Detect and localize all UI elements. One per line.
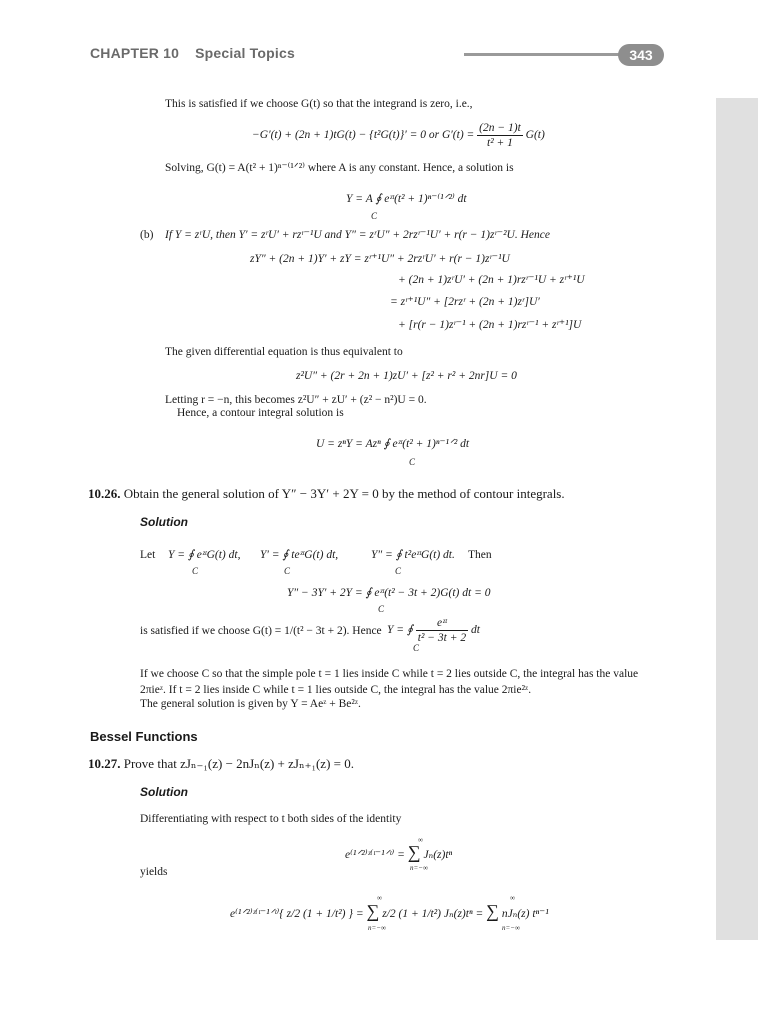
- text-word: Then: [468, 549, 492, 561]
- equation-part: e⁽¹ᐟ²⁾ᶻ⁽ᵗ⁻¹ᐟᵗ⁾ =: [345, 849, 405, 861]
- fraction: [416, 616, 468, 645]
- equation: Y″ = ∮ t²eᶻᵗG(t) dt.: [371, 549, 455, 561]
- text-line: Letting r = −n, this becomes z²U″ + zU′ + (z² − n²)U = 0.: [165, 394, 427, 406]
- equation-part: Jₙ(z)tⁿ: [423, 849, 453, 861]
- problem-10-27: [88, 756, 354, 772]
- sum-upper-limit: ∞: [510, 894, 515, 902]
- contour-label: C: [371, 211, 378, 221]
- text-line: If we choose C so that the simple pole t = 1 lies inside C while t = 2 lies outside C, the integral has the value: [140, 668, 639, 680]
- contour-label: C: [284, 566, 291, 576]
- equation: If Y = zʳU, then Y′ = zʳU′ + rzʳ⁻¹U and Y″ = zʳU″ + 2rzʳ⁻¹U′ + r(r − 1)zʳ⁻²U. Hence: [165, 229, 550, 241]
- text-line: is satisfied if we choose G(t) = 1/(t² − 3t + 2). Hence: [140, 625, 382, 637]
- text-line: Solving, G(t) = A(t² + 1)ⁿ⁻⁽¹ᐟ²⁾ where A is any constant. Hence, a solution is: [165, 162, 514, 174]
- item-label: (b): [140, 229, 154, 241]
- section-title: Special Topics: [195, 45, 295, 61]
- equation: + [r(r − 1)zʳ⁻¹ + (2n + 1)rzʳ⁻¹ + zʳ⁺¹]U: [398, 319, 582, 331]
- text-line: The given differential equation is thus equivalent to: [165, 346, 403, 358]
- page-number-badge: 343: [618, 44, 664, 66]
- equation: Y″ − 3Y′ + 2Y = ∮ eᶻᵗ(t² − 3t + 2)G(t) dt = 0: [287, 587, 491, 599]
- sum-lower-limit: n=−∞: [410, 864, 428, 872]
- text-word: Let: [140, 549, 156, 561]
- equation: [252, 121, 545, 150]
- contour-label: C: [395, 566, 402, 576]
- summation-sign: ∑: [486, 901, 499, 921]
- equation: Y = A ∮ eᶻᵗ(t² + 1)ⁿ⁻⁽¹ᐟ²⁾ dt: [346, 193, 467, 205]
- numerator: eᶻᵗ: [416, 616, 468, 631]
- text-line: Differentiating with respect to t both sides of the identity: [140, 813, 402, 825]
- problem-text: Obtain the general solution of Y″ − 3Y′ + 2Y = 0 by the method of contour integrals.: [123, 486, 565, 501]
- text-line: This is satisfied if we choose G(t) so that the integrand is zero, i.e.,: [165, 98, 473, 110]
- equation: [387, 616, 480, 645]
- solution-heading: Solution: [140, 785, 188, 799]
- equation: Y = ∮ eᶻᵗG(t) dt,: [168, 549, 241, 561]
- equation: [230, 901, 549, 921]
- equation: U = zⁿY = Azⁿ ∮ eᶻᵗ(t² + 1)ⁿ⁻¹ᐟ² dt: [316, 438, 470, 450]
- equation: [345, 842, 453, 862]
- problem-number: 10.26.: [88, 486, 121, 501]
- sum-lower-limit: n=−∞: [502, 924, 520, 932]
- problem-10-26: [88, 486, 565, 502]
- sum-lower-limit: n=−∞: [368, 924, 386, 932]
- equation: = zʳ⁺¹U″ + [2rzʳ + (2n + 1)zʳ]U′: [390, 296, 540, 308]
- denominator: t² + 1: [487, 137, 513, 149]
- solution-heading: Solution: [140, 515, 188, 529]
- sum-upper-limit: ∞: [377, 894, 382, 902]
- margin-bar: [716, 98, 758, 940]
- chapter-label: CHAPTER 10: [90, 45, 180, 61]
- equation: Y′ = ∮ teᶻᵗG(t) dt,: [260, 549, 339, 561]
- equation-part: e⁽¹ᐟ²⁾ᶻ⁽ᵗ⁻¹ᐟᵗ⁾{ z/2 (1 + 1/t²) } =: [230, 908, 364, 920]
- summation-sign: ∑: [407, 842, 421, 862]
- contour-label: C: [378, 604, 385, 614]
- fraction: [477, 121, 523, 150]
- text-line: The general solution is given by Y = Aeᶻ + Be²ᶻ.: [140, 698, 361, 710]
- denominator: t² − 3t + 2: [417, 632, 467, 644]
- equation-part: dt: [471, 624, 480, 637]
- text-line: 2πieᶻ. If t = 2 lies inside C while t = 1 lies outside C, the integral has the value 2πie²ᶻ.: [140, 684, 532, 696]
- problem-text: Prove that zJₙ₋₁(z) − 2nJₙ(z) + zJₙ₊₁(z) = 0.: [123, 756, 354, 771]
- summation-sign: ∑: [366, 901, 380, 921]
- contour-label: C: [413, 643, 420, 653]
- equation-part: Y = ∮: [387, 624, 413, 637]
- section-heading: Bessel Functions: [90, 729, 198, 744]
- equation-part: nJₙ(z) tⁿ⁻¹: [501, 908, 549, 920]
- equation-part: −G′(t) + (2n + 1)tG(t) − {t²G(t)}′ = 0 or G′(t) =: [252, 129, 475, 142]
- equation: + (2n + 1)zʳU′ + (2n + 1)rzʳ⁻¹U + zʳ⁺¹U: [398, 274, 585, 286]
- contour-label: C: [409, 457, 416, 467]
- equation-part: G(t): [525, 129, 545, 142]
- numerator: (2n − 1)t: [479, 122, 521, 134]
- header-rule: [464, 53, 624, 56]
- problem-number: 10.27.: [88, 756, 121, 771]
- chapter-header: [90, 45, 295, 61]
- sum-upper-limit: ∞: [418, 836, 423, 844]
- contour-label: C: [192, 566, 199, 576]
- equation: zY″ + (2n + 1)Y′ + zY = zʳ⁺¹U″ + 2rzʳU′ + r(r − 1)zʳ⁻¹U: [250, 253, 510, 265]
- equation: z²U″ + (2r + 2n + 1)zU′ + [z² + r² + 2nr]U = 0: [296, 370, 517, 382]
- equation-part: z/2 (1 + 1/t²) Jₙ(z)tⁿ =: [382, 908, 484, 920]
- text-word: yields: [140, 866, 168, 878]
- text-line: Hence, a contour integral solution is: [177, 407, 344, 419]
